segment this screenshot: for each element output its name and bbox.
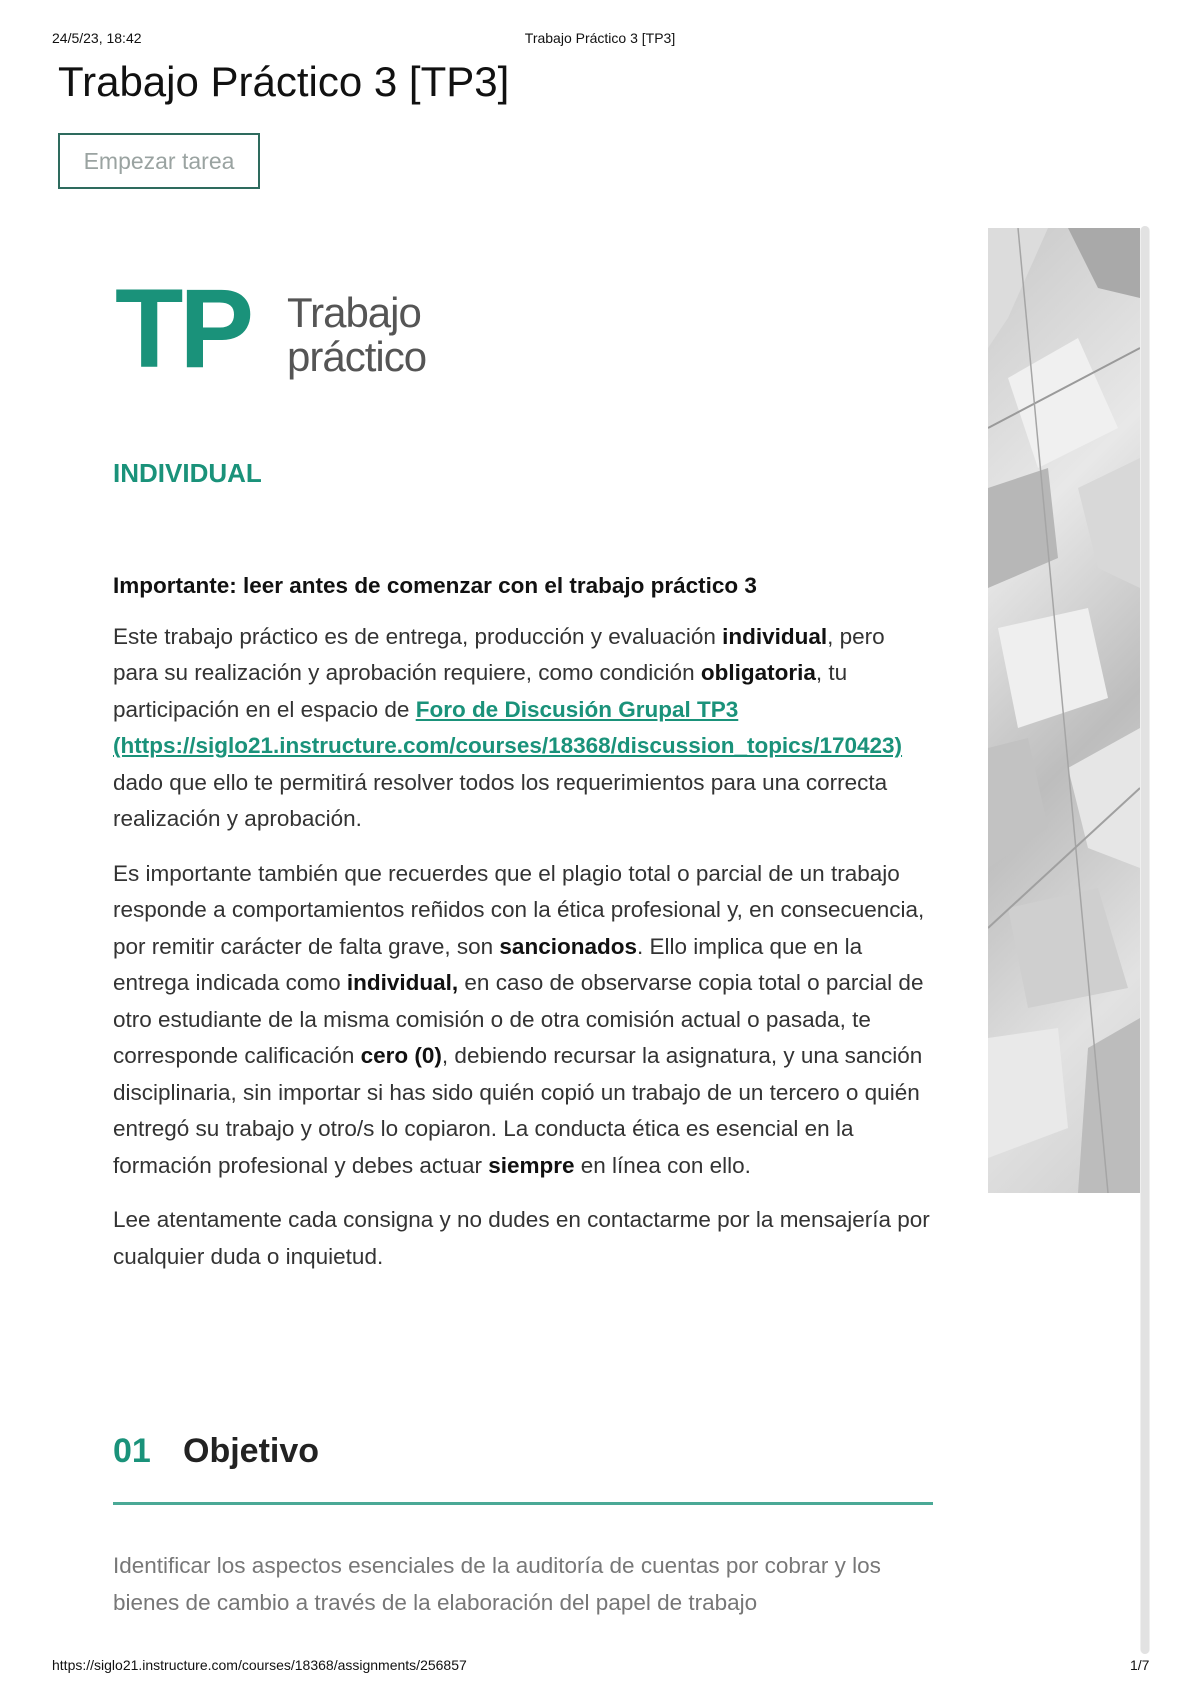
tp-logo-line2: práctico [287,333,427,380]
text: . Ello implica que en la entrega indicada como [113,933,863,995]
text: en caso de observarse copia total o parcial de otro estudiante de la misma comisión o de otra comisión actual o pasada, te corresponde calificación [113,970,924,1068]
start-assignment-button[interactable]: Empezar tarea [58,133,260,189]
important-heading: Importante: leer antes de comenzar con el trabajo práctico 3 [113,573,757,598]
decorative-side-image [988,228,1140,1193]
page-title: Trabajo Práctico 3 [TP3] [58,58,510,105]
text: Es importante también que recuerdes que el plagio total o parcial de un trabajo responde a comportamientos reñidos con la ética profesional y, en consecuencia, por remitir carácter de falta grave, son [113,860,925,959]
text: , tu participación en el espacio de [113,660,848,722]
paragraph-1 [113,619,935,838]
bold-text: individual [722,623,828,649]
print-header [0,30,1200,50]
tp-logo-words [287,291,426,379]
scrollbar-thumb[interactable] [1141,226,1149,1654]
assignment-description [113,568,935,1293]
text: dado que ello te permitirá resolver todos los requerimientos para una correcta realización y aprobación. [113,769,888,831]
forum-link[interactable]: Foro de Discusión Grupal TP3 [415,696,739,722]
print-doc-title: Trabajo Práctico 3 [TP3] [524,30,676,46]
text: , pero para su realización y aprobación requiere, como condición [113,623,885,685]
page-number: 1/7 [1130,1657,1150,1673]
print-date: 24/5/23, 18:42 [52,30,142,46]
abstract-architecture-image [988,228,1140,1193]
objective-text: Identificar los aspectos esenciales de la auditoría de cuentas por cobrar y los bienes de cambio a través de la elaboración del papel de trabajo [113,1553,881,1615]
paragraph-2 [113,856,935,1185]
bold-text: obligatoria [700,660,816,685]
bold-text: cero (0) [360,1043,442,1068]
forum-link-url[interactable]: (https://siglo21.instructure.com/courses/18368/discussion_topics/170423) [113,733,903,758]
bold-text: individual, [346,970,459,995]
bold-text: siempre [488,1152,575,1178]
print-url: https://siglo21.instructure.com/courses/18368/assignments/256857 [52,1657,467,1673]
section-objective-header [113,1432,933,1512]
text: , debiendo recursar la asignatura, y una sanción disciplinaria, sin importar si has sido quién copió un trabajo de un tercero o quién entregó su trabajo y otro/s lo copiaron. La conducta ética es esencial en la formación profesional y debes actuar [113,1043,923,1178]
tp-logo-line1: Trabajo [287,289,421,336]
text: en línea con ello. [574,1152,751,1178]
text: Este trabajo práctico es de entrega, producción y evaluación [113,623,723,649]
section-number: 01 [113,1432,151,1470]
paragraph-3: Lee atentamente cada consigna y no dudes en contactarme por la mensajería por cualquier duda o inquietud. [113,1207,930,1269]
section-title: Objetivo [183,1432,320,1470]
tp-logo-letters: TP [115,266,251,391]
assignment-type-label: INDIVIDUAL [113,458,262,488]
section-divider [113,1502,933,1505]
bold-text: sancionados [499,933,637,959]
